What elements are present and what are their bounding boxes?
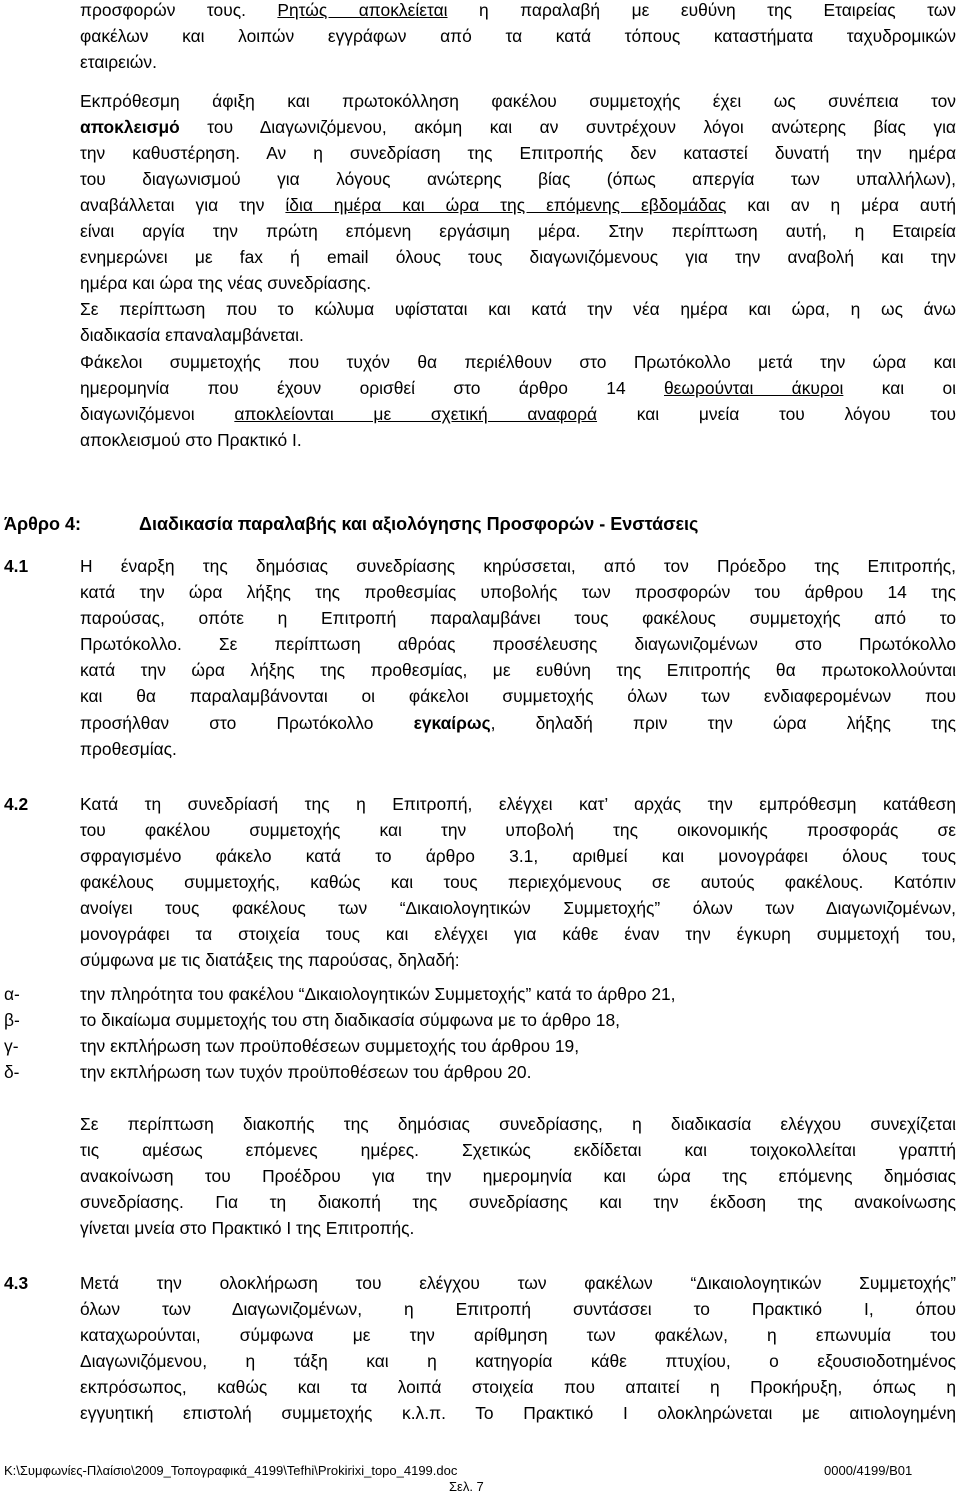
footer-document-code: 0000/4199/B01 xyxy=(824,1463,913,1478)
paragraph-line: φακέλων και λοιπών εγγράφων από τα κατά τόπους καταστήματα ταχυδρομικών xyxy=(80,26,956,46)
list-item: την εκπλήρωση των προϋποθέσεων συμμετοχής του άρθρου 19, xyxy=(80,1036,580,1056)
paragraph-line: εγγυητική επιστολή συμμετοχής κ.λ.π. Το Πρακτικό Ι ολοκληρώνεται με αιτιολογημένη xyxy=(80,1403,956,1423)
bold-text: αποκλεισμό xyxy=(80,117,180,137)
paragraph-line xyxy=(80,710,956,736)
paragraph-line: διαδικασία επαναλαμβάνεται. xyxy=(80,325,304,345)
paragraph-line: μονογράφει τα στοιχεία τους και ελέγχει για κάθε έναν την έγκυρη συμμετοχή του, xyxy=(80,924,956,944)
paragraph-line: Σε περίπτωση που το κώλυμα υφίσταται και κατά την νέα ημέρα και ώρα, η ως άνω xyxy=(80,299,956,319)
paragraph-line: κατά την ώρα λήξης της προθεσμίας, με ευθύνη της Επιτροπής θα πρωτοκολλούνται xyxy=(80,660,956,680)
paragraph-line: ανοίγει τους φακέλους των “Δικαιολογητικών Συμμετοχής” όλων των Διαγωνιζομένων, xyxy=(80,898,956,918)
paragraph-line: παρούσας, οπότε η Επιτροπή παραλαμβάνει τους φακέλους συμμετοχής από το xyxy=(80,608,956,628)
list-item: το δικαίωμα συμμετοχής του στη διαδικασία σύμφωνα με το άρθρο 18, xyxy=(80,1010,620,1030)
text-run: και οι xyxy=(843,378,956,398)
paragraph-line: προθεσμίας. xyxy=(80,739,177,759)
paragraph-line: ανακοίνωση του Προέδρου για την ημερομηνία και ώρα της επόμενης δημόσιας xyxy=(80,1166,956,1186)
text-run: ημερομηνία που έχουν ορισθεί στο άρθρο 14 xyxy=(80,378,664,398)
paragraph-line: συνεδρίασης. Για τη διακοπή της συνεδρίασης και την έκδοση της ανακοίνωσης xyxy=(80,1192,956,1212)
text-run: προσήλθαν στο Πρωτόκολλο xyxy=(80,713,414,733)
paragraph-line: ημέρα και ώρα της νέας συνεδρίασης. xyxy=(80,273,372,293)
paragraph-line: αποκλεισμού στο Πρακτικό Ι. xyxy=(80,430,302,450)
list-item-label: α- xyxy=(4,984,20,1004)
paragraph-line xyxy=(80,0,956,23)
paragraph-line: εταιρειών. xyxy=(80,52,157,72)
underlined-text: ίδια ημέρα και ώρα της επόμενης εβδομάδας xyxy=(285,195,727,215)
paragraph-line: Φάκελοι συμμετοχής που τυχόν θα περιέλθουν στο Πρωτόκολλο μετά την ώρα και xyxy=(80,352,956,372)
paragraph-line: κατά την ώρα λήξης της προθεσμίας υποβολής των προσφορών του άρθρου 14 της xyxy=(80,582,956,602)
paragraph-line: γίνεται μνεία στο Πρακτικό Ι της Επιτροπής. xyxy=(80,1218,415,1238)
paragraph-line xyxy=(80,114,956,140)
paragraph-line xyxy=(80,401,956,427)
page-number: Σελ. 7 xyxy=(449,1479,484,1494)
text-run: διαγωνιζόμενοι xyxy=(80,404,235,424)
paragraph-line: Σε περίπτωση διακοπής της δημόσιας συνεδρίασης, η διαδικασία ελέγχου συνεχίζεται xyxy=(80,1114,956,1134)
section-number: 4.2 xyxy=(4,794,29,814)
text-run: , δηλαδή πριν την ώρα λήξης της xyxy=(490,713,956,733)
paragraph-line: και θα παραλαμβάνονται οι φάκελοι συμμετοχής όλων των ενδιαφερομένων που xyxy=(80,686,956,706)
text-run: του Διαγωνιζόμενου, ακόμη και αν συντρέχουν λόγοι ανώτερης βίας για xyxy=(179,117,956,137)
paragraph-line: είναι αργία την πρώτη επόμενη εργάσιμη μέρα. Στην περίπτωση αυτή, η Εταιρεία xyxy=(80,221,956,241)
paragraph-line: Η έναρξη της δημόσιας συνεδρίασης κηρύσσεται, από τον Πρόεδρο της Επιτροπής, xyxy=(80,556,956,576)
paragraph-line: τις αμέσως επόμενες ημέρες. Σχετικώς εκδίδεται και τοιχοκολλείται γραπτή xyxy=(80,1140,956,1160)
article-label: Άρθρο 4: xyxy=(4,514,82,534)
list-item-label: γ- xyxy=(4,1036,19,1056)
section-number: 4.3 xyxy=(4,1273,29,1293)
paragraph-line: εκπρόσωπος, καθώς και τα λοιπά στοιχεία που απαιτεί η Προκήρυξη, όπως η xyxy=(80,1377,956,1397)
paragraph-line: την καθυστέρηση. Αν η συνεδρίαση της Επιτροπής δεν καταστεί δυνατή την ημέρα xyxy=(80,143,956,163)
footer-file-path: K:\Συμφωνίες-Πλαίσιο\2009_Τοπογραφικά_4199\Tefhi\Prokirixi_topo_4199.doc xyxy=(4,1463,458,1478)
paragraph-line: του διαγωνισμού για λόγους ανώτερης βίας (όπως απεργία των υπαλλήλων), xyxy=(80,169,956,189)
underlined-text: Ρητώς αποκλείεται xyxy=(277,0,448,20)
paragraph-line: φακέλους συμμετοχής, καθώς και τους περιεχόμενους σε αυτούς φακέλους. Κατόπιν xyxy=(80,872,956,892)
paragraph-line: Εκπρόθεσμη άφιξη και πρωτοκόλληση φακέλου συμμετοχής έχει ως συνέπεια τον xyxy=(80,91,956,111)
bold-text: εγκαίρως xyxy=(413,713,491,733)
section-number: 4.1 xyxy=(4,556,29,576)
paragraph-line: ενημερώνει με fax ή email όλους τους διαγωνιζόμενους για την αναβολή και την xyxy=(80,247,956,267)
paragraph-line: Πρωτόκολλο. Σε περίπτωση αθρόας προσέλευσης διαγωνιζομένων στο Πρωτόκολλο xyxy=(80,634,956,654)
text-run: και αν η μέρα αυτή xyxy=(726,195,957,215)
list-item-label: β- xyxy=(4,1010,20,1030)
list-item-label: δ- xyxy=(4,1062,20,1082)
paragraph-line xyxy=(80,192,956,218)
paragraph-line: όλων των Διαγωνιζομένων, η Επιτροπή συντάσσει το Πρακτικό Ι, όπου xyxy=(80,1299,956,1319)
paragraph-line: σφραγισμένο φάκελο κατά το άρθρο 3.1, αριθμεί και μονογράφει όλους τους xyxy=(80,846,956,866)
paragraph-line: Διαγωνιζόμενου, η τάξη και η κατηγορία κάθε πτυχίου, ο εξουσιοδοτημένος xyxy=(80,1351,956,1371)
text-run: προσφορών τους. xyxy=(80,0,278,20)
text-run: αναβάλλεται για την xyxy=(80,195,286,215)
list-item: την εκπλήρωση των τυχόν προϋποθέσεων του άρθρου 20. xyxy=(80,1062,532,1082)
underlined-text: αποκλείονται με σχετική αναφορά xyxy=(234,404,598,424)
paragraph-line: του φακέλου συμμετοχής και την υποβολή της οικονομικής προσφοράς σε xyxy=(80,820,956,840)
paragraph-line xyxy=(80,375,956,401)
paragraph-line: Κατά τη συνεδρίασή της η Επιτροπή, ελέγχει κατ’ αρχάς την εμπρόθεσμη κατάθεση xyxy=(80,794,956,814)
paragraph-line: καταχωρούνται, σύμφωνα με την αρίθμηση των φακέλων, η επωνυμία του xyxy=(80,1325,956,1345)
list-item: την πληρότητα του φακέλου “Δικαιολογητικών Συμμετοχής” κατά το άρθρο 21, xyxy=(80,984,676,1004)
text-run: η παραλαβή με ευθύνη της Εταιρείας των xyxy=(447,0,956,20)
paragraph-line: σύμφωνα με τις διατάξεις της παρούσας, δηλαδή: xyxy=(80,950,460,970)
underlined-text: θεωρούνται άκυροι xyxy=(664,378,844,398)
paragraph-line: Μετά την ολοκλήρωση του ελέγχου των φακέλων “Δικαιολογητικών Συμμετοχής” xyxy=(80,1273,956,1293)
article-title: Διαδικασία παραλαβής και αξιολόγησης Προσφορών - Ενστάσεις xyxy=(139,514,699,534)
text-run: και μνεία του λόγου του xyxy=(597,404,956,424)
